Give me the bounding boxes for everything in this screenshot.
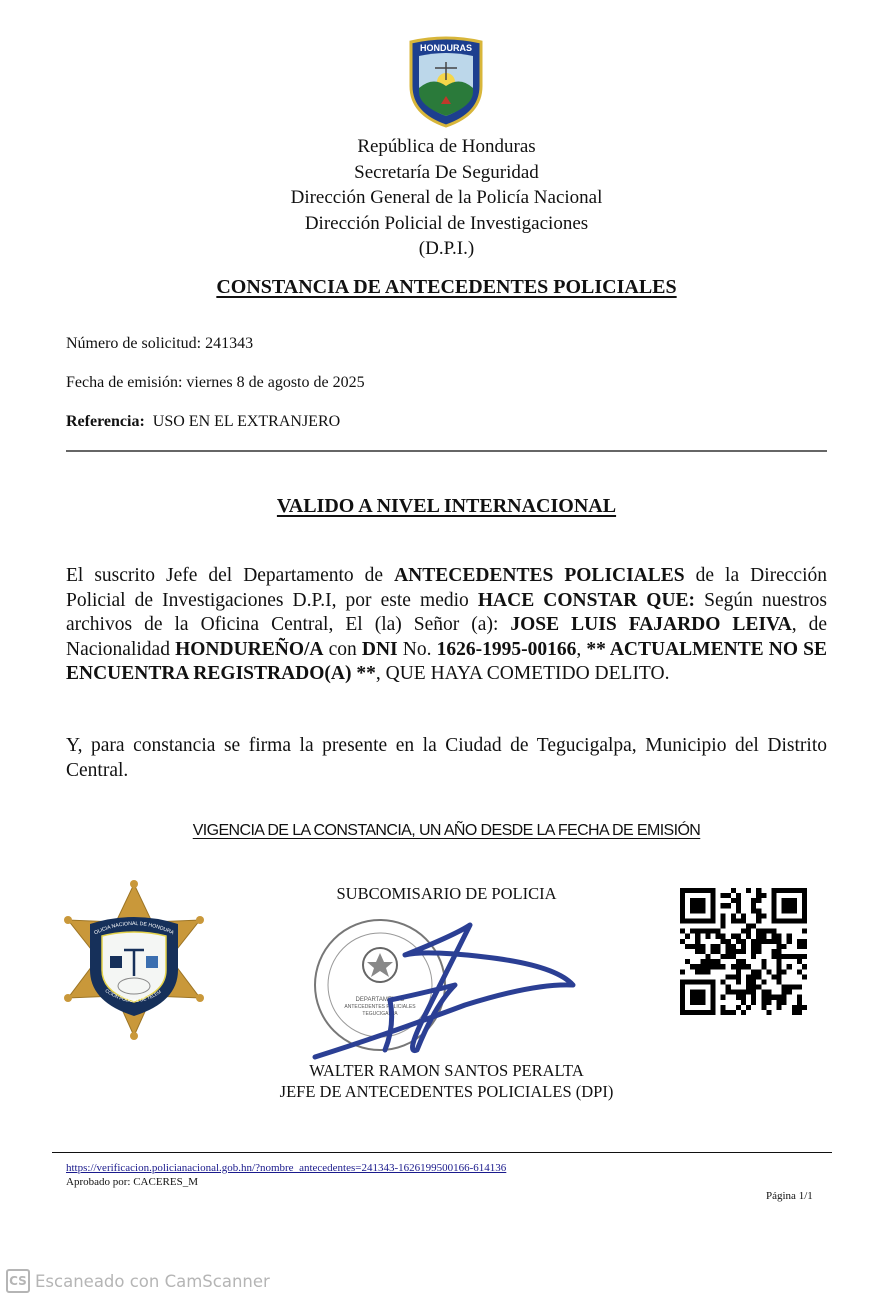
svg-text:HONDURAS: HONDURAS xyxy=(419,43,473,53)
issuer-header xyxy=(0,134,893,262)
p1-text: Según nuestros archivos de la Oficina Central, El (la) Señor (a): xyxy=(66,589,827,636)
star-badge-bottom-text-path: CCION POLICIAL DE TELEM xyxy=(104,987,162,1004)
camscanner-text: Escaneado con CamScanner xyxy=(35,1271,270,1291)
issue-date-label: Fecha de emisión: xyxy=(66,374,183,391)
p1-text: de la Dirección Policial de Investigaciones D.P.I, por este medio xyxy=(66,565,827,611)
request-number-label: Número de solicitud: xyxy=(66,335,202,352)
dni-number: 1626-1995-00166 xyxy=(436,638,577,660)
document-title-text: CONSTANCIA DE ANTECEDENTES POLICIALES xyxy=(216,276,677,298)
svg-text:ANTECEDENTES POLICIALES: ANTECEDENTES POLICIALES xyxy=(344,1004,416,1010)
p1-text: , QUE HAYA COMETIDO DELITO. xyxy=(375,663,670,685)
header-line-republica: República de Honduras xyxy=(357,136,536,157)
signer-title: JEFE DE ANTECEDENTES POLICIALES (DPI) xyxy=(279,1082,614,1101)
record-status: ** ACTUALMENTE NO SE ENCUENTRA REGISTRADO(A) ** xyxy=(66,638,828,685)
p1-text: , xyxy=(576,638,587,660)
camscanner-watermark xyxy=(6,1268,270,1294)
dpi-telematica-star-badge-logo xyxy=(64,880,204,1040)
p1-text: , de Nacionalidad xyxy=(66,614,827,660)
official-stamp-and-signature xyxy=(305,915,595,1065)
request-number xyxy=(66,335,253,353)
signing-place-paragraph: Y, para constancia se firma la presente en la Ciudad de Tegucigalpa, Municipio del Distrito Central. xyxy=(66,735,827,781)
issue-date xyxy=(66,374,365,392)
reference-value: USO EN EL EXTRANJERO xyxy=(152,413,341,430)
person-name: JOSE LUIS FAJARDO LEIVA xyxy=(510,614,792,636)
department-name: ANTECEDENTES POLICIALES xyxy=(394,565,685,586)
svg-text:TEGUCIGALPA: TEGUCIGALPA xyxy=(362,1011,398,1017)
header-line-dpi: (D.P.I.) xyxy=(418,238,475,259)
p1-text: No. xyxy=(397,638,437,660)
p1-text: con xyxy=(323,638,362,660)
approved-by: Aprobado por: CACERES_M xyxy=(66,1176,198,1188)
issue-date-value: viernes 8 de agosto de 2025 xyxy=(186,374,365,391)
certification-paragraph xyxy=(66,564,827,687)
validity-scope-title xyxy=(0,495,893,518)
validity-scope-text: VALIDO A NIVEL INTERNACIONAL xyxy=(276,495,617,517)
star-badge-top-text-path: OLICIA NACIONAL DE HONDURA xyxy=(93,920,175,937)
verification-qr-code[interactable] xyxy=(680,888,807,1015)
svg-text:DEPARTAMENTO: DEPARTAMENTO xyxy=(355,997,405,1003)
camscanner-icon: CS xyxy=(6,1269,30,1293)
signer-name: WALTER RAMON SANTOS PERALTA xyxy=(309,1061,584,1080)
header-line-direccion-general: Dirección General de la Policía Nacional xyxy=(290,187,603,208)
request-number-value: 241343 xyxy=(205,335,254,352)
footer-divider xyxy=(52,1152,832,1153)
reference-label: Referencia: xyxy=(66,413,145,430)
signer-rank: SUBCOMISARIO DE POLICIA xyxy=(336,884,557,903)
page-number: Página 1/1 xyxy=(766,1190,813,1202)
dni-label: DNI xyxy=(361,638,398,660)
hace-constar: HACE CONSTAR QUE: xyxy=(477,589,696,611)
nationality: HONDUREÑO/A xyxy=(175,638,324,660)
validity-period xyxy=(0,822,893,840)
header-line-direccion-policial: Dirección Policial de Investigaciones xyxy=(304,212,589,234)
verification-link[interactable]: https://verificacion.policianacional.gob.hn/?nombre_antecedentes=241343-1626199500166-614136 xyxy=(66,1162,507,1174)
document-title xyxy=(0,276,893,299)
reference xyxy=(66,413,340,431)
p1-text: El suscrito Jefe del Departamento de xyxy=(66,565,395,586)
policia-nacional-shield-logo xyxy=(405,36,487,128)
validity-period-text: VIGENCIA DE LA CONSTANCIA, UN AÑO DESDE LA FECHA DE EMISIÓN xyxy=(192,822,701,839)
divider xyxy=(66,450,827,452)
header-line-secretaria: Secretaría De Seguridad xyxy=(354,161,539,183)
